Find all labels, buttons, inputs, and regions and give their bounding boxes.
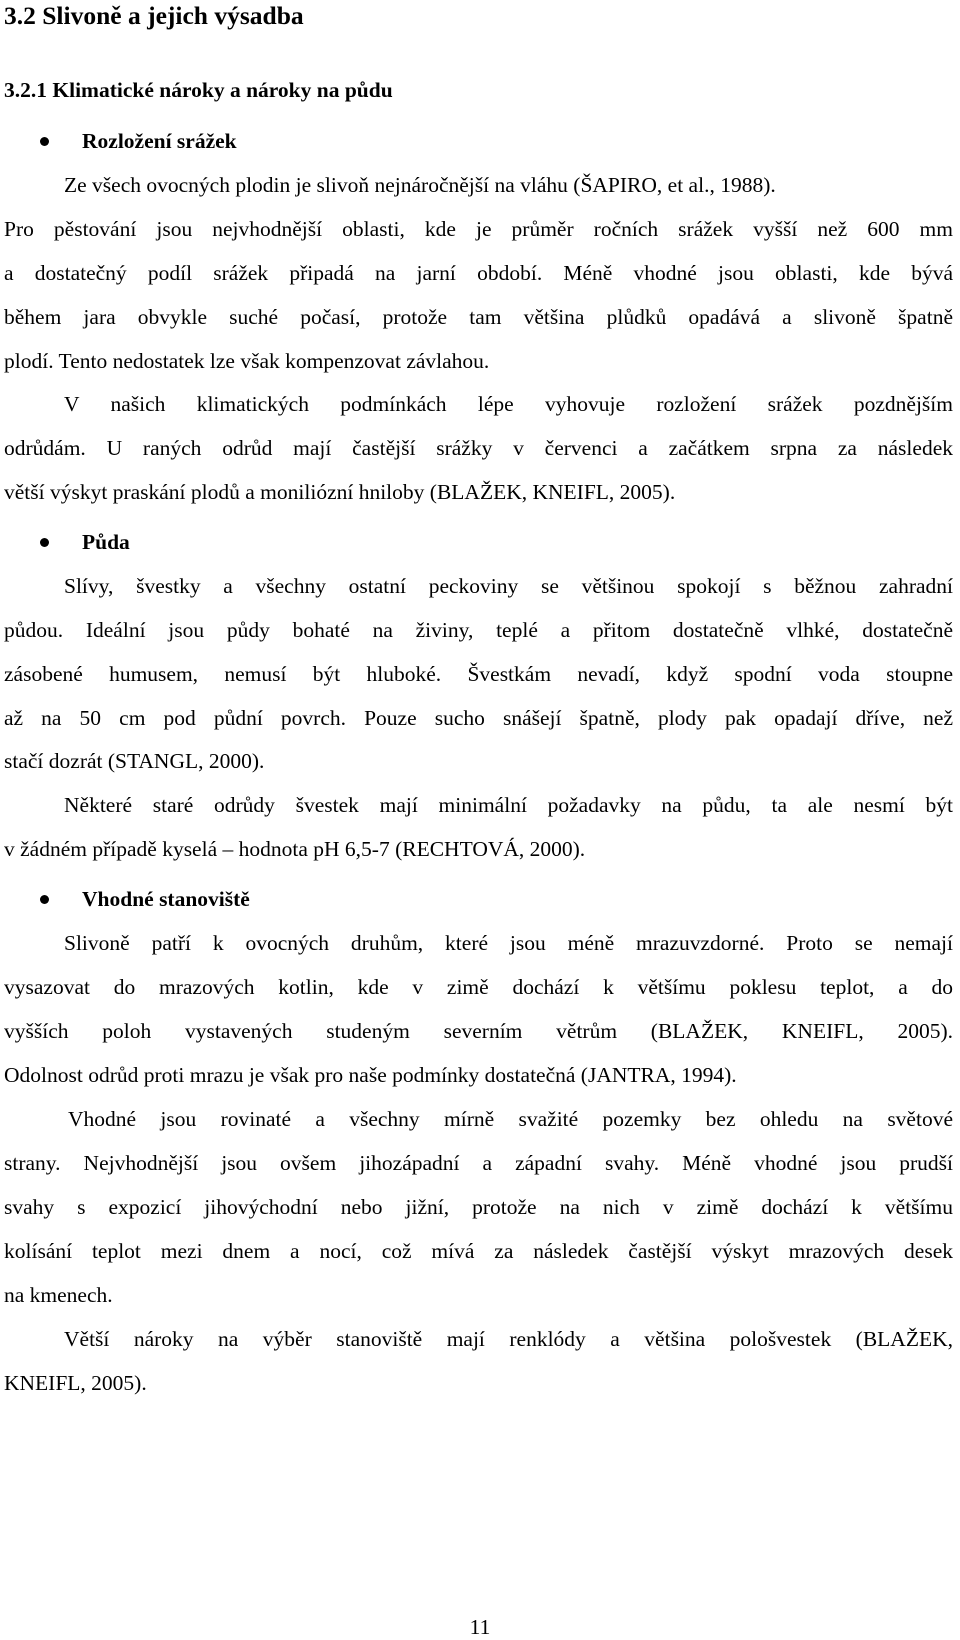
paragraph-line: Ze všech ovocných plodin je slivoň nejnáročnější na vláhu (ŠAPIRO, et al., 1988). — [64, 173, 776, 197]
paragraph-line: stačí dozrát (STANGL, 2000). — [4, 749, 265, 773]
paragraph-line: Některé staré odrůdy švestek mají minimální požadavky na půdu, ta ale nesmí být — [64, 793, 953, 817]
paragraph-line: vyšších poloh vystavených studeným severním větrům (BLAŽEK, KNEIFL, 2005). — [4, 1019, 953, 1043]
paragraph-line: Odolnost odrůd proti mrazu je však pro naše podmínky dostatečná (JANTRA, 1994). — [4, 1063, 737, 1087]
paragraph-line: Slivoně patří k ovocných druhům, které jsou méně mrazuvzdorné. Proto se nemají — [64, 931, 953, 955]
paragraph-line: půdou. Ideální jsou půdy bohaté na živiny, teplé a přitom dostatečně vlhké, dostatečně — [4, 618, 953, 642]
paragraph-line: strany. Nejvhodnější jsou ovšem jihozápadní a západní svahy. Méně vhodné jsou prudší — [4, 1151, 953, 1175]
bullet-dot-icon — [40, 895, 49, 904]
paragraph-line: KNEIFL, 2005). — [4, 1371, 147, 1395]
paragraph-line: plodí. Tento nedostatek lze však kompenzovat závlahou. — [4, 349, 490, 373]
paragraph-line: V našich klimatických podmínkách lépe vyhovuje rozložení srážek pozdnějším — [64, 392, 953, 416]
paragraph-line: kolísání teplot mezi dnem a nocí, což mívá za následek častější výskyt mrazových desek — [4, 1239, 953, 1263]
paragraph-line: během jara obvykle suché počasí, protože tam většina plůdků opadává a slivoně špatně — [4, 305, 953, 329]
bullet-title-rainfall: Rozložení srážek — [82, 129, 237, 153]
paragraph-line: Větší nároky na výběr stanoviště mají renklódy a většina pološvestek (BLAŽEK, — [64, 1327, 953, 1351]
paragraph-line: svahy s expozicí jihovýchodní nebo jižní, protože na nich v zimě dochází k většímu — [4, 1195, 953, 1219]
bullet-item-rainfall — [0, 126, 960, 156]
paragraph-line: Vhodné jsou rovinaté a všechny mírně svažité pozemky bez ohledu na světové — [68, 1107, 953, 1131]
paragraph-line: vysazovat do mrazových kotlin, kde v zimě dochází k většímu poklesu teplot, a do — [4, 975, 953, 999]
paragraph-line: až na 50 cm pod půdní povrch. Pouze sucho snášejí špatně, plody pak opadají dříve, než — [4, 706, 953, 730]
bullet-item-soil — [0, 527, 960, 557]
bullet-item-site — [0, 884, 960, 914]
paragraph-line: větší výskyt praskání plodů a moniliózní hniloby (BLAŽEK, KNEIFL, 2005). — [4, 480, 676, 504]
paragraph-line: Pro pěstování jsou nejvhodnější oblasti, kde je průměr ročních srážek vyšší než 600 mm — [4, 217, 953, 241]
paragraph-line: a dostatečný podíl srážek připadá na jarní období. Méně vhodné jsou oblasti, kde bývá — [4, 261, 953, 285]
page-number: 11 — [469, 1615, 491, 1639]
bullet-dot-icon — [40, 137, 49, 146]
subsection-heading: 3.2.1 Klimatické nároky a nároky na půdu — [4, 78, 393, 102]
paragraph-line: v žádném případě kyselá – hodnota pH 6,5-7 (RECHTOVÁ, 2000). — [4, 837, 586, 861]
section-heading: 3.2 Slivoně a jejich výsadba — [4, 1, 304, 30]
paragraph-line: Slívy, švestky a všechny ostatní peckoviny se většinou spokojí s běžnou zahradní — [64, 574, 953, 598]
paragraph-line: na kmenech. — [4, 1283, 113, 1307]
bullet-title-soil: Půda — [82, 530, 130, 554]
bullet-title-site: Vhodné stanoviště — [82, 887, 250, 911]
paragraph-line: odrůdám. U raných odrůd mají častější srážky v červenci a začátkem srpna za následek — [4, 436, 953, 460]
paragraph-line: zásobené humusem, nemusí být hluboké. Švestkám nevadí, když spodní voda stoupne — [4, 662, 953, 686]
bullet-dot-icon — [40, 538, 49, 547]
